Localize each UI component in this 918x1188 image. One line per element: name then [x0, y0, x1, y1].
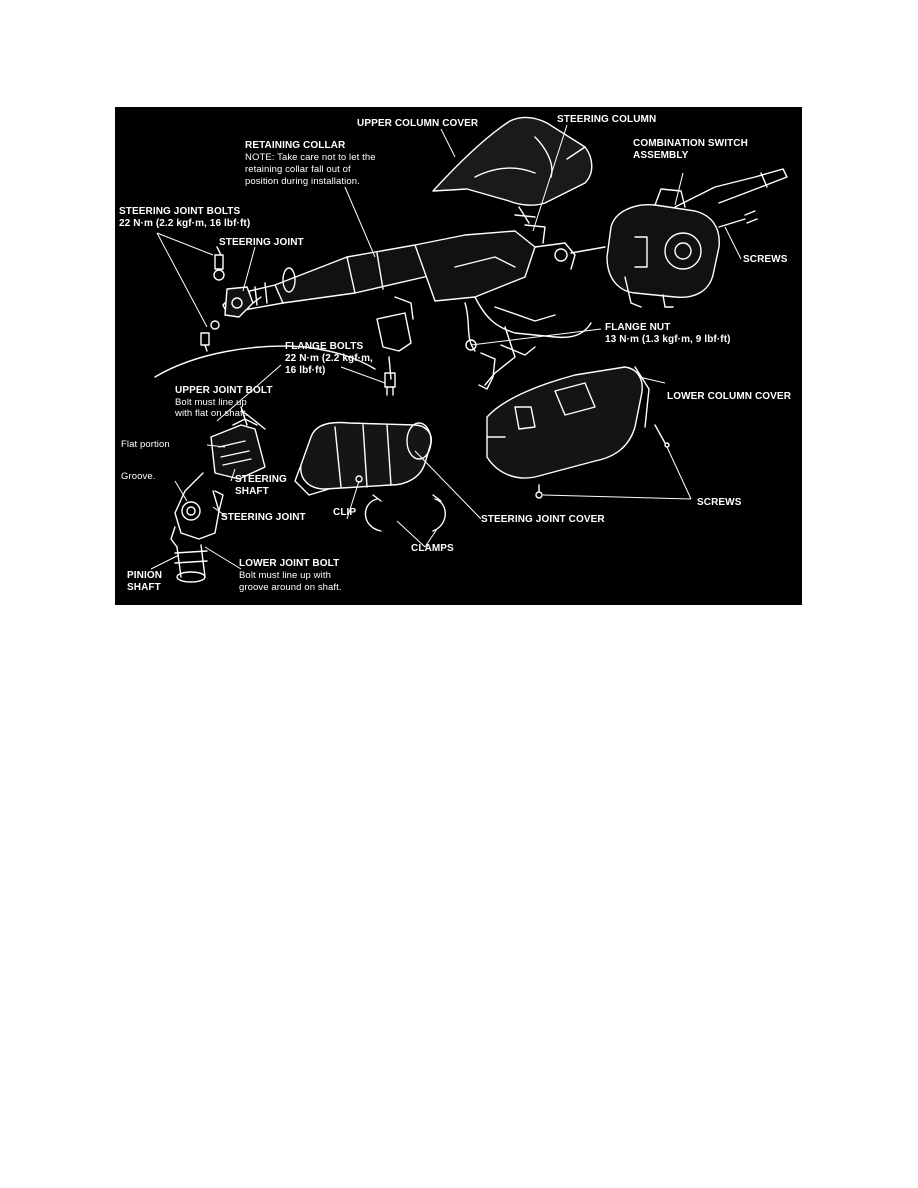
clip-label: CLIP [333, 507, 357, 518]
steering-shaft-label-1: STEERING [235, 474, 287, 485]
steering-shaft-label-2: SHAFT [235, 486, 269, 497]
combination-switch-label-1: COMBINATION SWITCH [633, 138, 748, 149]
retaining-collar-note-1: NOTE: Take care not to let the [245, 152, 376, 163]
pinion-shaft-label-1: PINION [127, 570, 163, 581]
retaining-collar-note-2: retaining collar fall out of [245, 164, 351, 175]
leader-lines [151, 125, 741, 569]
flange-nut-label-1: FLANGE NUT [605, 322, 671, 333]
flange-bracket-part [377, 297, 413, 395]
steering-joint-top-label: STEERING JOINT [219, 237, 304, 248]
lower-column-cover-label: LOWER COLUMN COVER [667, 391, 792, 402]
flange-bolts-label-3: 16 lbf·ft) [285, 365, 326, 376]
retaining-collar-note-3: position during installation. [245, 176, 360, 187]
combination-switch-label-2: ASSEMBLY [633, 150, 689, 161]
flange-bolts-label-2: 22 N·m (2.2 kgf·m, [285, 353, 373, 364]
clamps-part [365, 495, 445, 531]
lower-joint-bolt-label-3: groove around on shaft. [239, 582, 342, 593]
upper-column-cover-part [433, 117, 592, 205]
upper-joint-bolt-label-3: with flat on shaft. [175, 408, 249, 419]
steering-joint-bolts-part [201, 247, 261, 351]
lower-joint-bolt-label-1: LOWER JOINT BOLT [239, 558, 340, 569]
flat-portion-label: Flat portion [121, 439, 170, 450]
screws-right-label: SCREWS [743, 254, 788, 265]
upper-joint-bolt-label-1: UPPER JOINT BOLT [175, 385, 273, 396]
lower-column-cover-part [487, 367, 669, 498]
steering-column-label: STEERING COLUMN [557, 114, 657, 125]
upper-column-cover-label: UPPER COLUMN COVER [357, 118, 479, 129]
upper-joint-bolt-label-2: Bolt must line up [175, 397, 247, 408]
retaining-collar-title: RETAINING COLLAR [245, 140, 346, 151]
steering-joint-lower-label: STEERING JOINT [221, 512, 306, 523]
screws-bottom-label: SCREWS [697, 497, 742, 508]
flange-nut-label-2: 13 N·m (1.3 kgf·m, 9 lbf·ft) [605, 334, 731, 345]
steering-joint-bolts-label-2: 22 N·m (2.2 kgf·m, 16 lbf·ft) [119, 218, 251, 229]
flange-bolts-label-1: FLANGE BOLTS [285, 341, 364, 352]
steering-joint-cover-part [295, 423, 431, 495]
diagram-artwork [115, 107, 802, 605]
steering-column-exploded-diagram [115, 107, 802, 605]
steering-joint-cover-label: STEERING JOINT COVER [481, 514, 605, 525]
groove-label: Groove. [121, 471, 156, 482]
steering-joint-bolts-label-1: STEERING JOINT BOLTS [119, 206, 241, 217]
combination-switch-part [607, 169, 787, 307]
lower-joint-bolt-label-2: Bolt must line up with [239, 570, 331, 581]
pinion-shaft-label-2: SHAFT [127, 582, 161, 593]
flange-nut-part [466, 340, 535, 389]
clamps-label: CLAMPS [411, 543, 454, 554]
